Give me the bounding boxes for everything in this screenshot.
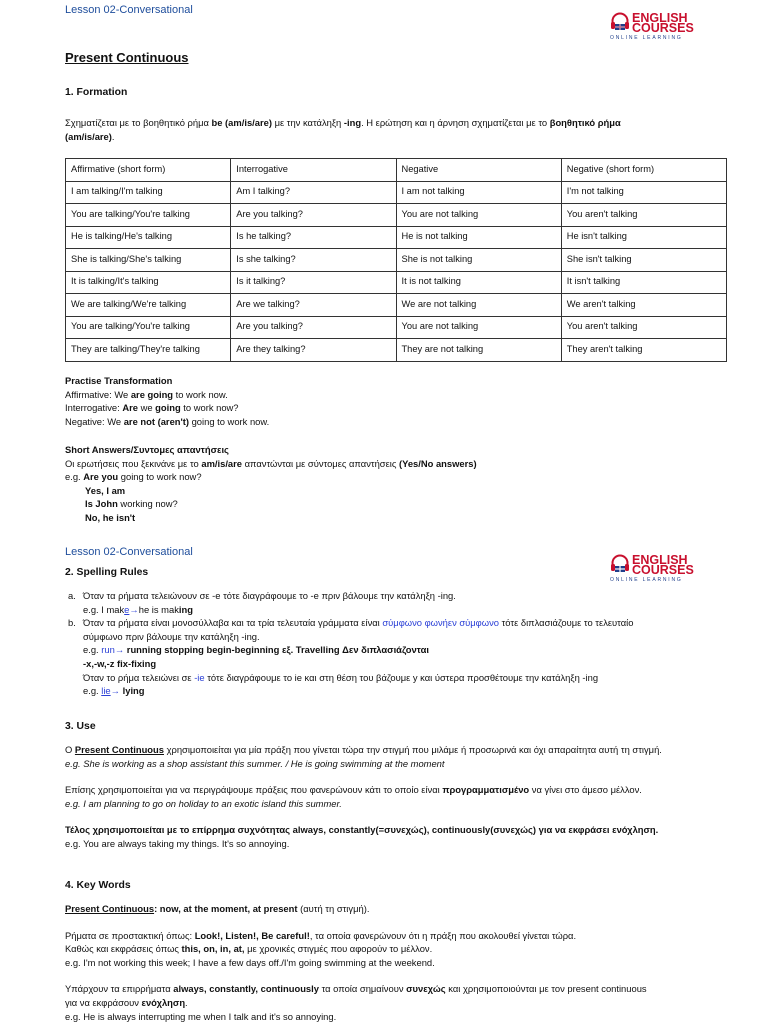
table-cell: He is not talking xyxy=(396,226,561,249)
spelling-rule-a: a. Όταν τα ρήματα τελειώνουν σε -e τότε διαγράφουμε το -e πριν βάλουμε την κατάληξη -ing. e.g. I make→he is making xyxy=(65,589,725,616)
keywords-line7: e.g. He is always interrupting me when I talk and it's so annoying. xyxy=(65,1010,337,1022)
spelling-rule-ie: Όταν το ρήμα τελειώνει σε -ie τότε διαγράφουμε το ie και στη θέση του βάζουμε y και ύστερα προσθέτουμε την κατάληξη -ing xyxy=(83,671,599,683)
use-p2: Επίσης χρησιμοποιείται για να περιγράψουμε πράξεις που φανερώνουν κάτι το οποίο είναι προγραμματισμένο να γίνει στο άμεσο μέλλον. xyxy=(65,784,642,796)
spelling-rules-list xyxy=(65,589,725,698)
table-row xyxy=(66,249,727,272)
table-cell: Are you talking? xyxy=(231,204,396,227)
use-p1: Ο Present Continuous χρησιμοποιείται για μία πράξη που γίνεται τώρα την στιγμή που μιλάμε ή προσωρινά και όχι απαραίτητα αυτή τη στιγμή. xyxy=(65,744,662,755)
short-answer-no: No, he isn't xyxy=(85,511,136,523)
keywords-line6: για να εκφράσουν ενόχληση. xyxy=(65,996,188,1008)
practise-interrogative: Interrogative: Are we going to work now? xyxy=(65,402,239,414)
keywords-line2: Ρήματα σε προστακτική όπως: Look!, Listen!, Be careful!, τα οποία φανερώνουν ότι η πράξη που ακολουθεί γίνεται τώρα. xyxy=(65,929,577,941)
keywords-heading: 4. Key Words xyxy=(65,880,131,891)
use-section xyxy=(65,743,725,851)
spelling-rule-b-example: e.g. run→ running stopping begin-beginning εξ. Travelling Δεν διπλασιάζονται xyxy=(83,644,429,656)
table-cell: You are talking/You're talking xyxy=(66,204,231,227)
page-title: Present Continuous xyxy=(65,50,189,65)
logo2-line1: ENGLISH xyxy=(632,553,688,567)
table-cell: She is talking/She's talking xyxy=(66,249,231,272)
use-example-3: e.g. You are always taking my things. It's so annoying. xyxy=(65,837,290,849)
table-cell: Is she talking? xyxy=(231,249,396,272)
keywords-line5: Υπάρχουν τα επιρρήματα always, constantly, continuously τα οποία σημαίνουν συνεχώς και χρησιμοποιούνται με τον present continuous xyxy=(65,983,647,995)
conjugation-table xyxy=(65,158,727,362)
use-heading: 3. Use xyxy=(65,721,96,732)
short-answers-heading: Short Answers/Συντομες απαντήσεις xyxy=(65,444,229,455)
table-cell: Am I talking? xyxy=(231,181,396,204)
table-cell: He isn't talking xyxy=(561,226,726,249)
table-row xyxy=(66,226,727,249)
logo2-line3: ONLINE LEARNING xyxy=(610,577,683,583)
table-row xyxy=(66,316,727,339)
table-cell: They are talking/They're talking xyxy=(66,339,231,362)
table-header-row xyxy=(66,159,727,182)
table-row xyxy=(66,204,727,227)
use-example-2: e.g. I am planning to go on holiday to an exotic island this summer. xyxy=(65,797,342,809)
table-row xyxy=(66,339,727,362)
short-answers-example: e.g. Are you going to work now? xyxy=(65,471,202,483)
table-cell: We are talking/We're talking xyxy=(66,294,231,317)
use-example-1: e.g. She is working as a shop assistant this summer. / He is going swimming at the moment xyxy=(65,757,445,769)
spelling-rule-fix: -x,-w,-z fix-fixing xyxy=(83,657,157,669)
practise-heading: Practise Transformation xyxy=(65,375,173,386)
table-cell: Are they talking? xyxy=(231,339,396,362)
table-cell: It is talking/It's talking xyxy=(66,271,231,294)
lesson-header-2: Lesson 02-Conversational xyxy=(65,546,193,558)
table-cell: Interrogative xyxy=(231,159,396,182)
table-cell: He is talking/He's talking xyxy=(66,226,231,249)
lesson-header: Lesson 02-Conversational xyxy=(65,4,193,16)
spelling-rule-a-example: e.g. I make→he is making xyxy=(83,603,193,615)
table-cell: Negative (short form) xyxy=(561,159,726,182)
table-cell: Are we talking? xyxy=(231,294,396,317)
table-cell: Is it talking? xyxy=(231,271,396,294)
logo2-line2: COURSES xyxy=(632,563,694,577)
short-answers-rule: Οι ερωτήσεις που ξεκινάνε με το am/is/are απαντώνται με σύντομες απαντήσεις (Yes/No answers) xyxy=(65,457,477,469)
table-row xyxy=(66,271,727,294)
english-courses-logo xyxy=(607,11,697,41)
keywords-line1: Present Continuous: now, at the moment, at present (αυτή τη στιγμή). xyxy=(65,903,370,914)
use-p3: Τέλος χρησιμοποιείται με το επίρρημα συχνότητας always, constantly(=συνεχώς), continuously(συνεχώς) για να εκφράσει ενόχληση. xyxy=(65,824,659,836)
short-answers-question2: Is John working now? xyxy=(85,498,178,510)
table-cell: Negative xyxy=(396,159,561,182)
table-cell: You are not talking xyxy=(396,204,561,227)
table-cell: They are not talking xyxy=(396,339,561,362)
table-cell: I'm not talking xyxy=(561,181,726,204)
table-cell: They aren't talking xyxy=(561,339,726,362)
table-row xyxy=(66,181,727,204)
logo-line3: ONLINE LEARNING xyxy=(610,35,683,41)
practise-section xyxy=(65,374,269,428)
keywords-line3: Καθώς και εκφράσεις όπως this, on, in, at, με χρονικές στιγμές που αφορούν το μέλλον. xyxy=(65,943,433,955)
formation-heading: 1. Formation xyxy=(65,87,128,98)
table-cell: I am not talking xyxy=(396,181,561,204)
table-cell: Are you talking? xyxy=(231,316,396,339)
table-cell: You aren't talking xyxy=(561,204,726,227)
logo-line2: COURSES xyxy=(632,21,694,35)
table-cell: She is not talking xyxy=(396,249,561,272)
spelling-rule-b: b. Όταν τα ρήματα είναι μονοσύλλαβα και τα τρία τελευταία γράμματα είναι σύμφωνο φωνήεν σύμφωνο τότε διπλασιάζουμε το τελευταίο σύμφωνο πριν βάλουμε την κατάληξη -ing. e.g. run→ running stopping begin-beginning εξ. Travelling Δεν διπλασιάζονται -x,-w,-z fix-fixing Όταν το ρήμα τελειώνει σε -ie τότε διαγράφουμε το ie και στη θέση του βάζουμε y και ύστερα προσθέτουμε την κατάληξη -ing e.g. lie→ lying xyxy=(65,616,725,698)
keywords-section xyxy=(65,902,735,1023)
keywords-line4: e.g. I'm not working this week; I have a few days off./I'm going swimming at the weekend. xyxy=(65,956,435,968)
table-cell: I am talking/I'm talking xyxy=(66,181,231,204)
table-cell: You aren't talking xyxy=(561,316,726,339)
table-cell: You are not talking xyxy=(396,316,561,339)
table-cell: It isn't talking xyxy=(561,271,726,294)
spelling-rule-ie-example: e.g. lie→ lying xyxy=(83,685,145,697)
practise-affirmative: Affirmative: We are going to work now. xyxy=(65,388,228,400)
table-cell: It is not talking xyxy=(396,271,561,294)
practise-negative: Negative: We are not (aren't) going to work now. xyxy=(65,415,270,427)
formation-intro: Σχηματίζεται με το βοηθητικό ρήμα be (am/is/are) με την κατάληξη -ing. Η ερώτηση και η άρνηση σχηματίζεται με το βοηθητικό ρήμα (am/is/are). xyxy=(65,117,621,142)
logo-line1: ENGLISH xyxy=(632,11,688,25)
english-courses-logo-2 xyxy=(607,553,697,583)
short-answers-section xyxy=(65,443,725,525)
table-cell: Affirmative (short form) xyxy=(66,159,231,182)
spelling-heading: 2. Spelling Rules xyxy=(65,567,149,578)
table-cell: You are talking/You're talking xyxy=(66,316,231,339)
short-answer-yes: Yes, I am xyxy=(85,484,126,496)
table-cell: Is he talking? xyxy=(231,226,396,249)
table-cell: She isn't talking xyxy=(561,249,726,272)
table-cell: We are not talking xyxy=(396,294,561,317)
table-cell: We aren't talking xyxy=(561,294,726,317)
table-row xyxy=(66,294,727,317)
